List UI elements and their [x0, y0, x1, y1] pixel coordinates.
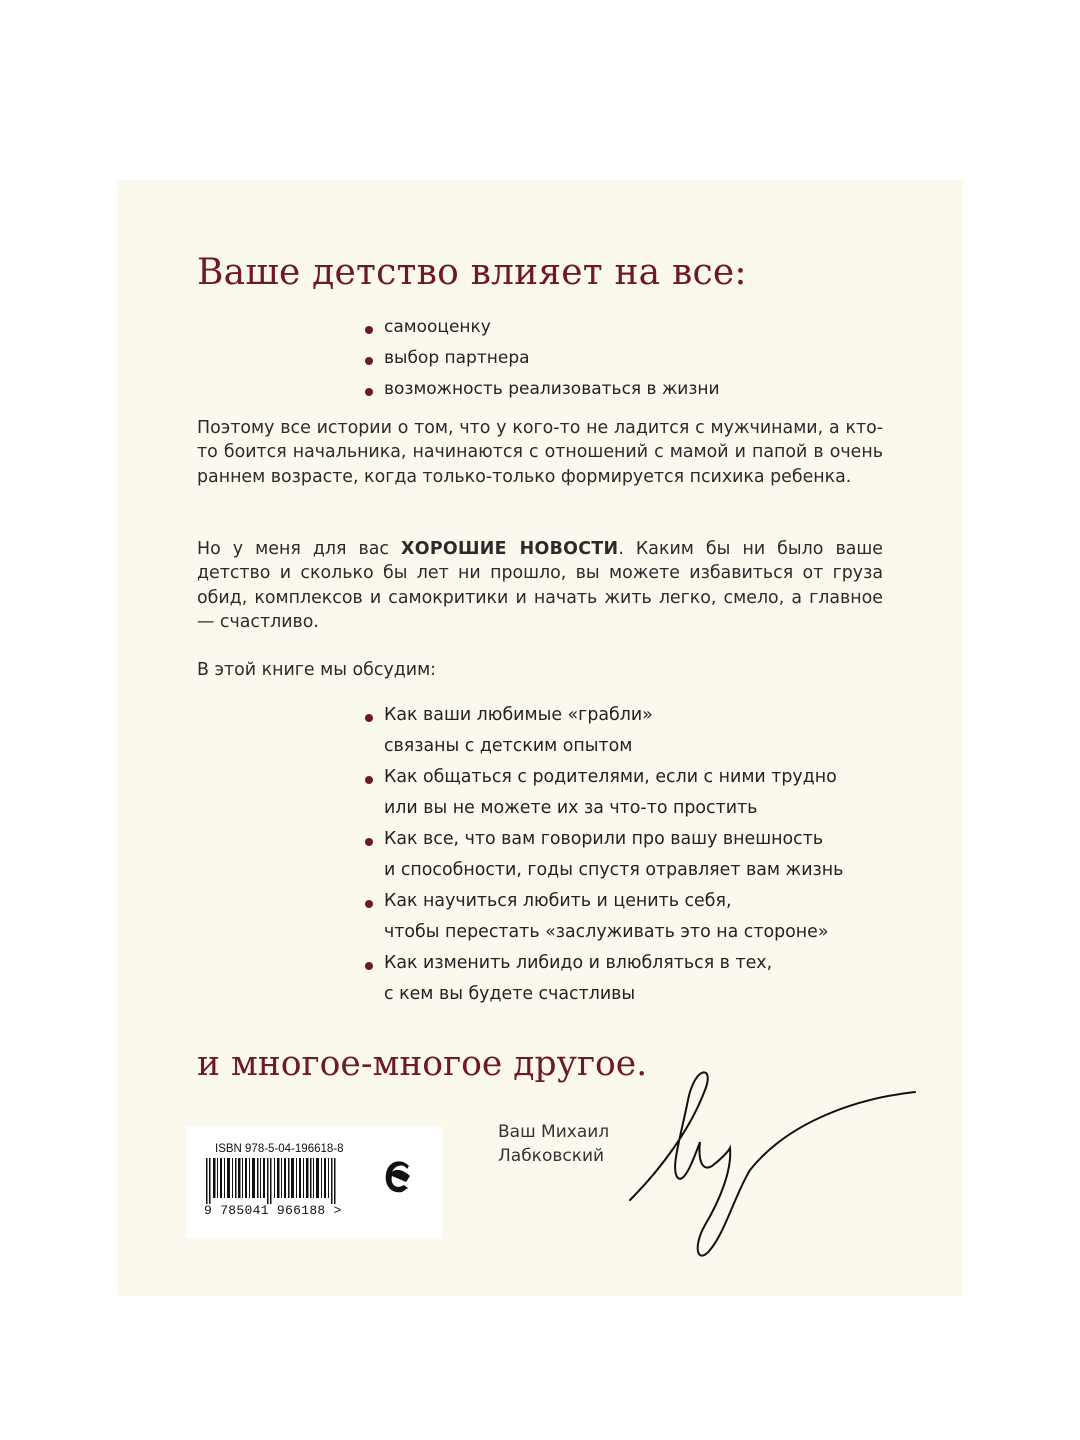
intro-paragraph: Поэтому все истории о том, что у кого-то не ладится с мужчинами, а кто-то боится начальника, начинаются с отношений с мамой и папой в очень раннем возрасте, когда только-только формируется психика ребенка. — [197, 418, 883, 487]
isbn-label: ISBN 978-5-04-196618-8 — [215, 1143, 344, 1155]
list-item — [363, 700, 843, 762]
list-item — [363, 886, 843, 948]
good-news-emphasis: ХОРОШИЕ НОВОСТИ — [401, 539, 619, 559]
topic-line: Как ваши любимые «грабли» — [384, 705, 653, 725]
list-item — [363, 824, 843, 886]
signature-line: Ваш Михаил — [498, 1122, 610, 1142]
list-item — [363, 948, 843, 1010]
good-news-text-start: Но у меня для вас — [197, 539, 402, 559]
closing-line: и многое-многое другое. — [197, 1044, 648, 1084]
barcode-digits: 9 785041 966188 > — [204, 1203, 342, 1218]
topic-line: чтобы перестать «заслуживать это на стороне» — [384, 922, 829, 942]
topic-line: связаны с детским опытом — [384, 736, 633, 756]
list-item: выбор партнера — [363, 343, 720, 374]
barcode-bars — [200, 1158, 350, 1204]
isbn-barcode-block — [186, 1126, 442, 1238]
signature-line: Лабковский — [498, 1146, 605, 1166]
good-news-paragraph — [197, 537, 883, 634]
influence-list — [363, 312, 720, 405]
topic-line: Как научиться любить и ценить себя, — [384, 891, 732, 911]
good-news-text-end: . Каким бы ни было ваше детство и сколько бы лет ни прошло, вы можете избавиться от груза обид, комплексов и самокритики и начать жить легко, смело, а главное — счастливо. — [197, 539, 883, 632]
topics-intro: В этой книге мы обсудим: — [197, 660, 437, 680]
topic-line: Как изменить либидо и влюбляться в тех, — [384, 953, 773, 973]
handwritten-signature — [620, 1060, 920, 1270]
topic-line: Как общаться с родителями, если с ними трудно — [384, 767, 837, 787]
topic-line: или вы не можете их за что-то простить — [384, 798, 758, 818]
list-item: возможность реализоваться в жизни — [363, 374, 720, 405]
list-item — [363, 762, 843, 824]
author-signature-name — [498, 1120, 609, 1168]
topic-line: Как все, что вам говорили про вашу внешность — [384, 829, 824, 849]
cover-heading: Ваше детство влияет на все: — [197, 252, 747, 293]
topic-line: и способности, годы спустя отравляет вам жизнь — [384, 860, 844, 880]
topics-list — [363, 700, 843, 1010]
topic-line: с кем вы будете счастливы — [384, 984, 636, 1004]
publisher-logo-icon — [382, 1152, 416, 1210]
list-item: самооценку — [363, 312, 720, 343]
